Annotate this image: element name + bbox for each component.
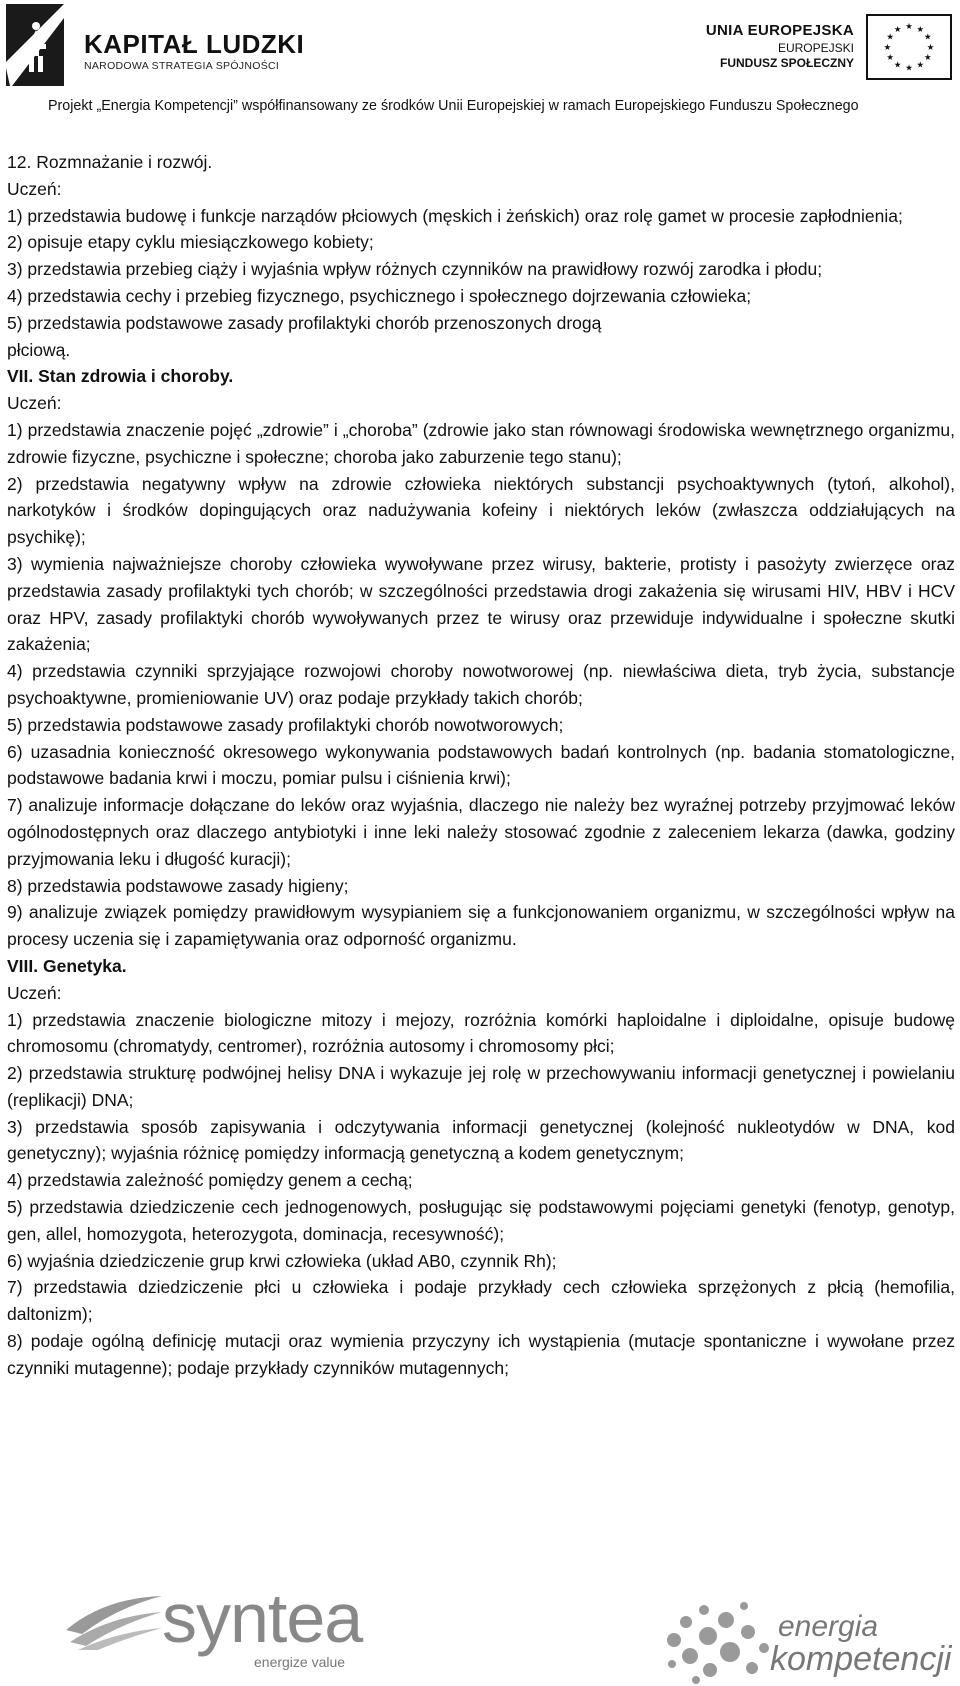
svg-text:★: ★ [916, 23, 925, 34]
student-label: Uczeń: [7, 982, 62, 1003]
energia-line-2: kompetencji [770, 1640, 952, 1678]
svg-text:★: ★ [923, 52, 932, 63]
svg-text:★: ★ [893, 23, 902, 34]
list-item: 3) przedstawia przebieg ciąży i wyjaśnia wpływ różnych czynników na prawidłowy rozwój zarodka i płodu; [7, 259, 823, 280]
list-item: 2) przedstawia negatywny wpływ na zdrowie człowieka niektórych substancji psychoaktywnych (tytoń, alkohol), narkotyków i środków dopingujących oraz nadużywania kofeiny i niektórych leków (zwłaszcza oddziałujących na psychikę); [7, 473, 955, 548]
energia-line-1: energia [778, 1610, 879, 1643]
syntea-logo [64, 1579, 384, 1676]
syntea-swoosh-icon [64, 1590, 164, 1650]
eu-title: UNIA EUROPEJSKA [705, 22, 854, 39]
list-item: 4) przedstawia czynniki sprzyjające rozwojowi choroby nowotworowej (np. niewłaściwa dieta, tryb życia, substancje psychoaktywne, promieniowanie UV) oraz podaje przykłady takich chorób; [7, 661, 955, 708]
eu-subtitle-2: FUNDUSZ SPOŁECZNY [719, 56, 854, 70]
svg-text:★: ★ [905, 62, 913, 73]
section-title-12: 12. Rozmnażanie i rozwój. [7, 152, 213, 172]
kapital-ludzki-logo [4, 2, 304, 90]
kapital-ludzki-title: KAPITAŁ LUDZKI [84, 29, 305, 59]
svg-text:★: ★ [916, 59, 925, 70]
svg-text:★: ★ [883, 41, 892, 52]
page-header [0, 0, 960, 122]
eu-logo [690, 10, 952, 88]
eu-text [706, 22, 854, 70]
list-item: 7) przedstawia dziedziczenie płci u człowieka i podaje przykłady cech człowieka sprzężonych z płcią (hemofilia, daltonizm); [7, 1277, 955, 1325]
energia-circles-icon [660, 1596, 770, 1686]
list-item: 5) przedstawia podstawowe zasady profilaktyki chorób nowotworowych; [7, 714, 564, 735]
eu-subtitle-1: EUROPEJSKI [777, 41, 854, 55]
list-item: 3) wymienia najważniejsze choroby człowieka wywoływane przez wirusy, bakterie, protisty i pasożyty zwierzęce oraz przedstawia zasady profilaktyki tych chorób; w szczególności przedstawia drogi zakażenia się wirusami HIV, HBV i HCV oraz HPV, zasady profilaktyki chorób wywoływanych przez te wirusy oraz przewiduje indywidualne i społeczne skutki zakażenia; [7, 553, 955, 655]
student-label: Uczeń: [7, 393, 62, 414]
kapital-ludzki-subtitle: NARODOWA STRATEGIA SPÓJNOŚCI [84, 60, 280, 72]
energia-kompetencji-logo [660, 1596, 956, 1686]
list-item: 6) uzasadnia konieczność okresowego wykonywania podstawowych badań kontrolnych (np. badania stomatologiczne, podstawowe badania krwi i moczu, pomiar pulsu i ciśnienia krwi); [7, 741, 955, 789]
list-item: 4) przedstawia cechy i przebieg fizycznego, psychicznego i społecznego dojrzewania człowieka; [7, 285, 752, 306]
section-title-7: VII. Stan zdrowia i choroby. [7, 366, 234, 387]
list-item: 2) opisuje etapy cyklu miesiączkowego kobiety; [7, 232, 374, 253]
svg-text:★: ★ [886, 52, 895, 63]
svg-text:★: ★ [926, 41, 935, 52]
list-item: 9) analizuje związek pomiędzy prawidłowym wysypianiem się a funkcjonowaniem organizmu, w szczególności wpływ na procesy uczenia się i zapamiętywania oraz odporność organizmu. [7, 902, 955, 950]
svg-text:★: ★ [905, 21, 913, 32]
list-item: 1) przedstawia znaczenie biologiczne mitozy i mejozy, rozróżnia komórki haploidalne i diploidalne, opisuje budowę chromosomu (chromatydy, centromer), rozróżnia autosomy i chromosomy płci; [7, 1009, 955, 1057]
list-item: 1) przedstawia budowę i funkcje narządów płciowych (męskich i żeńskich) oraz rolę gamet w procesie zapłodnienia; [7, 205, 903, 226]
list-item: 3) przedstawia sposób zapisywania i odczytywania informacji genetycznej (kolejność nukleotydów w DNA, kod genetyczny); wyjaśnia różnicę pomiędzy informacją genetyczną a kodem genetycznym; [7, 1116, 955, 1164]
list-item: 2) przedstawia strukturę podwójnej helisy DNA i wykazuje jej rolę w przechowywaniu informacji genetycznej i powielaniu (replikacji) DNA; [7, 1063, 955, 1110]
list-item: 7) analizuje informacje dołączane do leków oraz wyjaśnia, dlaczego nie należy bez wyraźnej potrzeby przyjmować leków ogólnodostępnych oraz dlaczego antybiotyki i inne leki należy stosować zgodnie z zaleceniem lekarza (dawka, godziny przyjmowania leku i długość kuracji); [7, 795, 955, 869]
student-label: Uczeń: [7, 178, 62, 199]
syntea-name: syntea [162, 1579, 363, 1657]
list-item: 4) przedstawia zależność pomiędzy genem a cechą; [7, 1170, 413, 1191]
project-line: Projekt „Energia Kompetencji” współfinansowany ze środków Unii Europejskiej w ramach Europejskiego Funduszu Społecznego [48, 98, 859, 114]
section-title-8: VIII. Genetyka. [7, 955, 127, 976]
list-item: 1) przedstawia znaczenie pojęć „zdrowie” i „choroba” (zdrowie jako stan równowagi środowiska wewnętrznego organizmu, zdrowie fizyczne, psychiczne i społeczne; choroba jako zaburzenie tego stanu); [7, 419, 955, 467]
svg-text:★: ★ [893, 59, 902, 70]
list-item: 8) podaje ogólną definicję mutacji oraz wymienia przyczyny ich wystąpienia (mutacje spontaniczne i wywołane przez czynniki mutagenne); podaje przykłady czynników mutagennych; [7, 1331, 955, 1378]
list-item: 5) przedstawia dziedziczenie cech jednogenowych, posługując się podstawowymi pojęciami genetyki (fenotyp, genotyp, gen, allel, homozygota, heterozygota, dominacja, recesywność); [7, 1197, 955, 1244]
list-item: 5) przedstawia podstawowe zasady profilaktyki chorób przenoszonych drogą [7, 312, 602, 333]
document-body [7, 149, 955, 1382]
list-item: 6) wyjaśnia dziedziczenie grup krwi człowieka (układ AB0, czynnik Rh); [7, 1250, 557, 1271]
kapital-ludzki-mark-icon [6, 4, 64, 86]
list-item: 8) przedstawia podstawowe zasady higieny; [7, 875, 349, 896]
eu-flag-icon [866, 14, 952, 80]
svg-text:★: ★ [923, 31, 932, 42]
list-item: płciową. [7, 339, 71, 360]
svg-text:★: ★ [886, 31, 895, 42]
syntea-tagline: energize value [254, 1654, 346, 1670]
